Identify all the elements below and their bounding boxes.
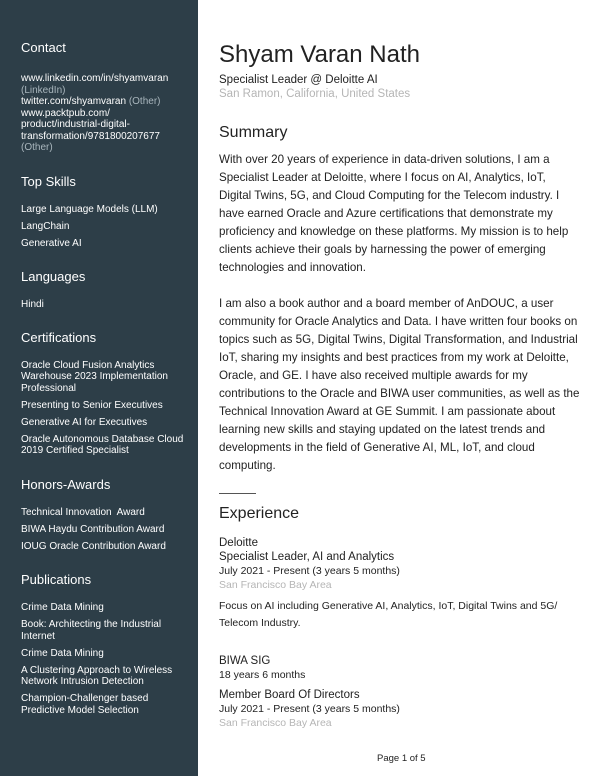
honor-item: IOUG Oracle Contribution Award: [21, 540, 166, 552]
publications-heading: Publications: [21, 572, 92, 587]
publications-section: [21, 572, 188, 716]
language-item: Hindi: [21, 299, 44, 310]
certification-item: Generative AI for Executives: [21, 416, 148, 428]
section-divider: [219, 493, 256, 494]
experience-entry: [219, 536, 581, 632]
honors-heading: Honors-Awards: [21, 476, 111, 492]
summary-heading: Summary: [219, 124, 288, 141]
packt-label: (Other): [21, 142, 53, 153]
publication-item: Crime Data Mining: [21, 602, 104, 613]
linkedin-link[interactable]: www.linkedin.com/in/shyamvaran: [21, 73, 169, 84]
experience-heading: Experience: [219, 505, 300, 522]
publication-item: Book: Architecting the Industrial Internet: [21, 619, 162, 642]
main-content: [219, 40, 581, 752]
experience-entry: [219, 654, 581, 730]
company-name: BIWA SIG: [219, 655, 271, 667]
languages-heading: Languages: [21, 269, 86, 284]
contact-section: [21, 40, 188, 154]
publication-item: Champion-Challenger based Predictive Model Selection: [21, 693, 149, 716]
twitter-link[interactable]: twitter.com/shyamvaran: [21, 96, 127, 107]
profile-name: Shyam Varan Nath: [219, 41, 420, 68]
page-number: Page 1 of 5: [377, 753, 426, 764]
job-dates: July 2021 - Present (3 years 5 months): [219, 703, 400, 715]
summary-section: [219, 151, 581, 475]
job-description: Focus on AI including Generative AI, Analytics, IoT, Digital Twins and 5G/ Telecom Industry.: [219, 600, 558, 629]
summary-paragraph: I am also a book author and a board member of AnDOUC, a user community for Oracle Analytics and Data. I have written four books on topics such as 5G, Digital Twins, Digital Transformation, and Industrial IoT, sharing my insights and best practices from my work at Deloitte, Oracle, and GE. I have also received multiple awards for my contributions to the Oracle and BIWA user communities, as well as the Technical Innovation Award at GE Summit. I am passionate about learning new skills and staying updated on the latest trends and developments in the field of Generative AI, ML, IoT, and cloud computing.: [219, 297, 580, 472]
languages-section: [21, 269, 188, 311]
linkedin-label: (LinkedIn): [21, 84, 66, 96]
honor-item: Technical Innovation Award: [21, 506, 145, 518]
job-title: Specialist Leader, AI and Analytics: [219, 551, 395, 563]
packt-link-line-1[interactable]: www.packtpub.com/: [21, 107, 110, 119]
top-skills-heading: Top Skills: [21, 173, 76, 189]
summary-paragraph: With over 20 years of experience in data-driven solutions, I am a Specialist Leader at Deloitte, where I focus on AI, Analytics, IoT, Digital Twins, 5G, and Cloud Computing for the Telecom industry. I have earned Oracle and Azure certifications that demonstrate my proficiency and knowledge on these platforms. My mission is to help clients achieve their goals by harnessing the power of emerging technologies and innovation.: [219, 153, 569, 274]
skill-item: LangChain: [21, 220, 70, 232]
top-skills-section: [21, 174, 188, 250]
company-tenure: 18 years 6 months: [219, 669, 306, 681]
honor-item: BIWA Haydu Contribution Award: [21, 523, 165, 535]
skill-item: Large Language Models (LLM): [21, 203, 158, 215]
honors-section: [21, 477, 188, 553]
contact-heading: Contact: [21, 40, 66, 55]
certification-item: Oracle Cloud Fusion Analytics Warehouse 2023 Implementation Professional: [21, 359, 168, 394]
publication-item: A Clustering Approach to Wireless Network Intrusion Detection: [21, 664, 173, 687]
skill-item: Generative AI: [21, 237, 82, 249]
certifications-heading: Certifications: [21, 329, 97, 345]
certifications-section: [21, 330, 188, 457]
twitter-label: (Other): [128, 96, 161, 107]
profile-location: San Ramon, California, United States: [219, 88, 411, 100]
sidebar: [0, 0, 198, 776]
certification-item: Oracle Autonomous Database Cloud 2019 Certified Specialist: [21, 433, 184, 456]
packt-link-line-3[interactable]: transformation/9781800207677: [21, 130, 160, 142]
publication-item: Crime Data Mining: [21, 647, 104, 659]
job-dates: July 2021 - Present (3 years 5 months): [219, 565, 400, 577]
packt-link-line-2[interactable]: product/industrial-digital-: [21, 119, 130, 130]
company-name: Deloitte: [219, 537, 258, 549]
job-location: San Francisco Bay Area: [219, 579, 332, 591]
profile-headline: Specialist Leader @ Deloitte AI: [219, 74, 378, 86]
job-location: San Francisco Bay Area: [219, 717, 332, 729]
job-title: Member Board Of Directors: [219, 689, 360, 701]
certification-item: Presenting to Senior Executives: [21, 399, 163, 411]
twitter-line: [21, 96, 188, 108]
